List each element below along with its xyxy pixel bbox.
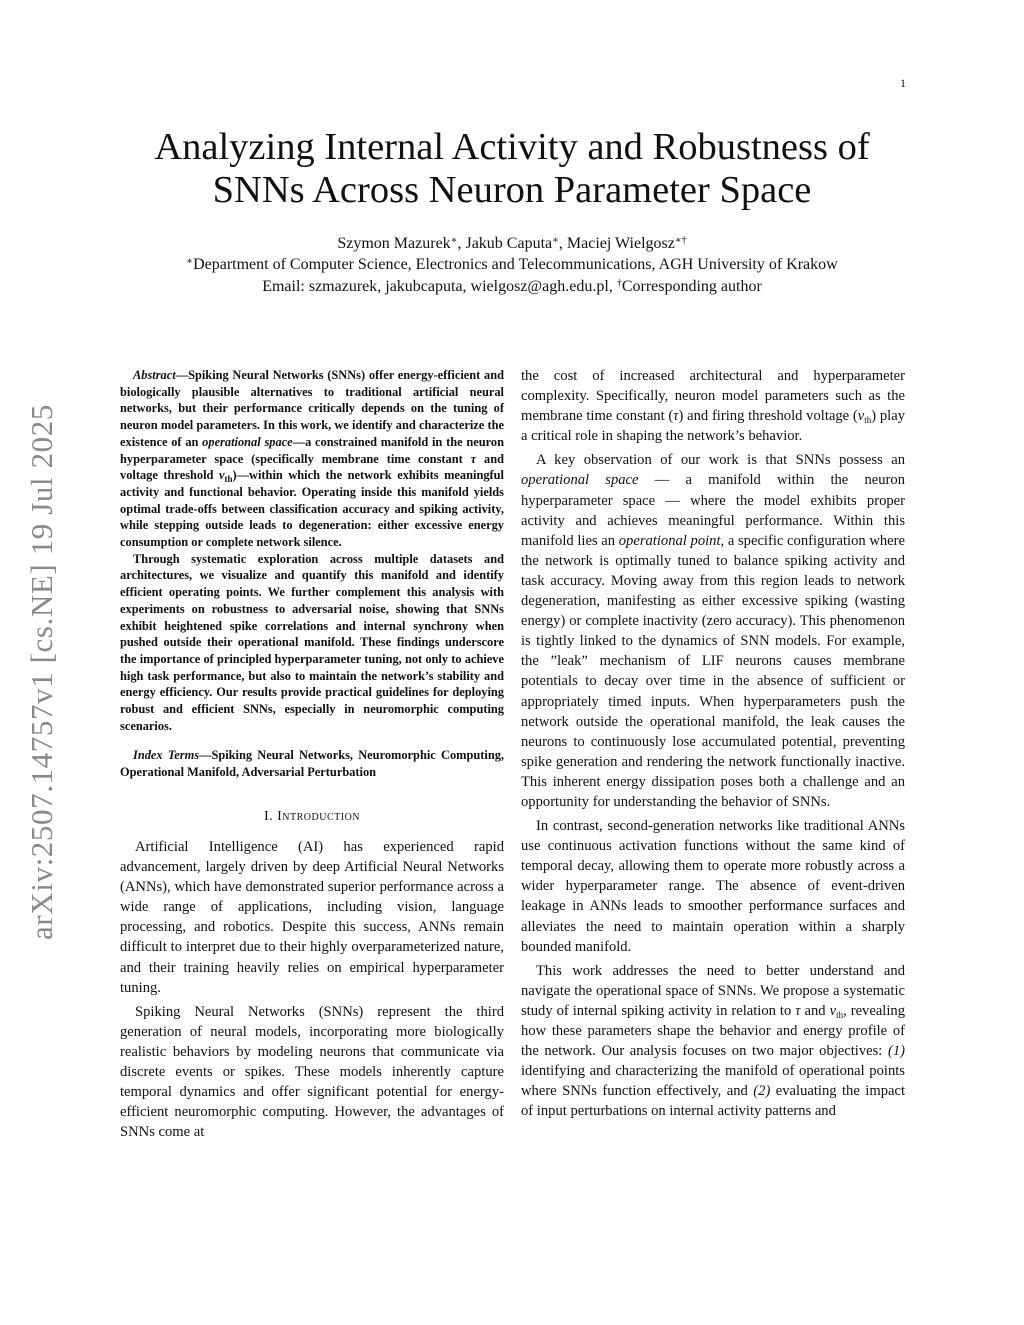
math-subscript: th [836, 1009, 844, 1020]
math-symbol: τ [470, 451, 477, 466]
body-paragraph: Artificial Intelligence (AI) has experienced rapid advancement, largely driven by deep Artificial Neural Networks (ANNs), which have demonstrated superior performance across a wide range of applications, including vision, language processing, and robotics. Despite this success, ANNs remain difficult to interpret due to their highly overparameterized nature, and their training heavily relies on empirical hyperparameter tuning. [120, 838, 504, 996]
abstract-paragraph [120, 367, 504, 551]
index-terms-label: Index Terms [133, 748, 200, 763]
author-mark: ∗ [552, 235, 559, 246]
body-text: , a specific configuration where the network is optimally tuned to balance spiking activity and task accuracy. Moving away from this region leads to network degeneration, manifesting as either excessive spiking (wasting energy) or complete inactivity (zero accuracy). This phenomenon is tightly linked to the dynamics of SNN models. For example, the ”leak” mechanism of LIF neurons causes membrane potentials to decay over time in the absence of sufficient or appropriately timed inputs. When hyperparameters push the network outside the operational manifold, the leak causes the neurons to continuously lose accumulated potential, preventing spike generation and rendering the network functionally inactive. This inherent energy dissipation poses both a challenge and an opportunity for understanding the behavior of SNNs. [521, 532, 905, 810]
title-line-1: Analyzing Internal Activity and Robustness of [154, 126, 870, 168]
corresponding-text: Corresponding author [621, 278, 762, 295]
body-text: , revealing how these parameters shape the behavior and energy profile of the network. Our analysis focuses on two major objectives: [521, 1002, 906, 1060]
left-column [120, 367, 504, 1146]
math-symbol: v [829, 1002, 837, 1019]
author-list [0, 233, 1024, 254]
right-column [521, 366, 905, 1125]
affiliation [0, 254, 1024, 275]
author-name: Szymon Mazurek [337, 235, 451, 252]
author-name: Jakub Caputa [465, 235, 553, 252]
body-paragraph [521, 450, 905, 812]
section-title: Introduction [277, 808, 361, 824]
author-mark: ∗† [674, 235, 687, 246]
index-terms-text: —Spiking Neural Networks, Neuromorphic Computing, Operational Manifold, Adversarial Perturbation [120, 748, 505, 780]
contact-email [0, 276, 1024, 297]
section-heading [120, 807, 504, 827]
math-symbol: τ [673, 408, 679, 425]
body-text: A key observation of our work is that SNNs possess an [536, 452, 905, 469]
affiliation-mark: ∗ [186, 256, 194, 267]
body-emphasis: (2) [753, 1083, 771, 1100]
body-emphasis: operational point [618, 532, 721, 549]
body-paragraph: Spiking Neural Networks (SNNs) represent the third generation of neural models, incorporating more biologically realistic behaviors by modeling neurons that communicate via discrete events or spikes. These models inherently capture temporal dynamics and offer significant potential for energy-efficient neuromorphic computing. However, the advantages of SNNs come at [120, 1003, 504, 1141]
section-number: I. [263, 808, 278, 824]
abstract-text: —a constrained manifold in the neuron hyperparameter space (specifically membrane time constant [120, 434, 505, 466]
abstract-emphasis: operational space [202, 434, 293, 449]
body-paragraph [521, 961, 905, 1122]
author-separator: , [558, 235, 567, 252]
paper-title [0, 126, 1024, 212]
body-text: ) play a critical role in shaping the network’s behavior. [521, 408, 906, 445]
corresponding-mark: † [616, 278, 622, 289]
body-emphasis: operational space [521, 472, 639, 489]
body-emphasis: (1) [887, 1043, 905, 1060]
abstract-label: Abstract [133, 368, 176, 382]
body-text: This work addresses the need to better understand and navigate the operational space of SNNs. We propose a systematic study of internal spiking activity in relation to [521, 962, 905, 1019]
abstract-text: )—within which the network exhibits meaningful activity and functional behavior. Operating inside this manifold yields optimal trade-offs between classification accuracy and spiking activity, while stepping outside leads to degeneration: either excessive energy consumption or complete network silence. [120, 468, 504, 550]
math-symbol: τ [795, 1002, 801, 1019]
math-symbol: v [219, 468, 225, 483]
body-paragraph: In contrast, second-generation networks like traditional ANNs use continuous activation functions without the same kind of temporal decay, allowing them to operate more robustly across a wider hyperparameter range. The absence of event-driven leakage in ANNs leads to smoother performance surfaces and alleviates the need to maintain operation within a sharply bounded manifold. [521, 818, 905, 955]
email-text: Email: szmazurek, jakubcaputa, wielgosz@agh.edu.pl, [262, 278, 617, 295]
arxiv-stamp: arXiv:2507.14757v1 [cs.NE] 19 Jul 2025 [24, 404, 59, 940]
index-terms [120, 747, 504, 780]
page-number: 1 [900, 76, 906, 90]
math-subscript: th [224, 474, 233, 485]
author-name: Maciej Wielgosz [566, 235, 675, 252]
author-separator: , [457, 235, 466, 252]
affiliation-text: Department of Computer Science, Electronics and Telecommunications, AGH University of Krakow [193, 256, 838, 273]
body-text: ) and firing threshold voltage ( [678, 408, 858, 425]
body-text: — a manifold within the neuron hyperparameter space — where the model exhibits proper activity and achieves meaningful performance. Within this manifold lies an [521, 472, 905, 549]
body-text: evaluating the impact of input perturbations on internal activity patterns and [521, 1083, 905, 1120]
abstract-text: and voltage threshold [120, 451, 504, 483]
body-text: identifying and characterizing the manifold of operational points where SNNs function effectively, and [521, 1063, 905, 1100]
body-text: the cost of increased architectural and hyperparameter complexity. Specifically, neuron model parameters such as the membrane time constant ( [521, 368, 905, 425]
math-symbol: v [857, 408, 865, 425]
author-mark: ∗ [450, 235, 458, 246]
abstract [120, 367, 504, 734]
abstract-text: —Spiking Neural Networks (SNNs) offer energy-efficient and biologically plausible alternatives to traditional artificial neural networks, but their performance critically depends on the tuning of neuron model parameters. In this work, we identify and characterize the existence of an [120, 368, 504, 449]
body-paragraph [521, 366, 905, 446]
title-line-2: SNNs Across Neuron Parameter Space [212, 169, 812, 211]
math-subscript: th [864, 415, 872, 426]
body-text: and [800, 1002, 830, 1019]
abstract-paragraph: Through systematic exploration across multiple datasets and architectures, we visualize and quantify this manifold and identify efficient operating points. We further complement this analysis with experiments on robustness to adversarial noise, showing that SNNs exhibit heightened spike correlations and internal synchrony when pushed outside their operational manifold. These findings underscore the importance of principled hyperparameter tuning, not only to achieve high task performance, but also to maintain the network’s stability and energy efficiency. Our results provide practical guidelines for deploying robust and efficient SNNs, especially in neuromorphic computing scenarios. [120, 551, 504, 733]
